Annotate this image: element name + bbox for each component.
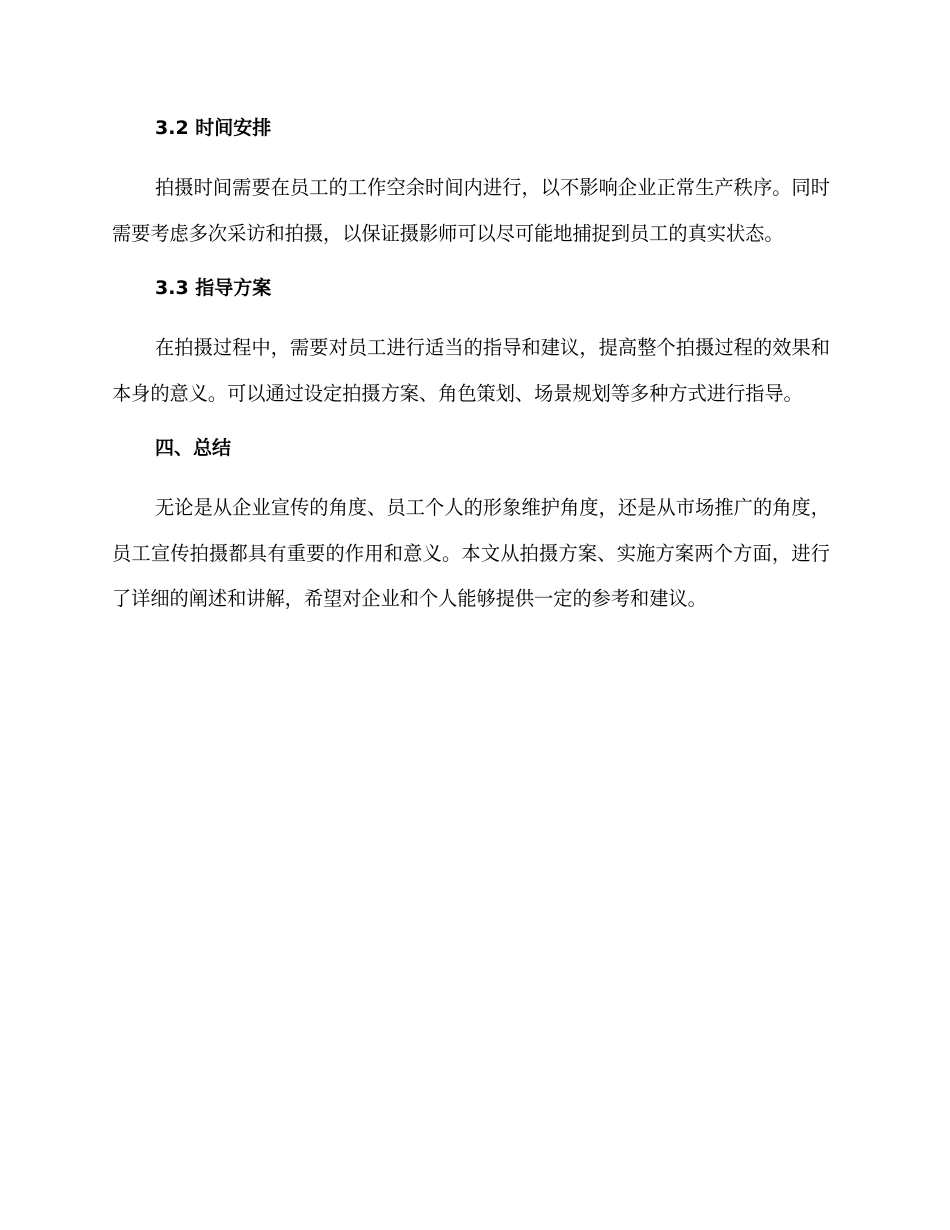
document-body [112,112,830,622]
section-heading-summary: 四、总结 [155,437,232,459]
section-heading-guidance-plan: 3.3 指导方案 [155,277,272,299]
section-paragraph-time-schedule: 拍摄时间需要在员工的工作空余时间内进行，以不影响企业正常生产秩序。同时需要考虑多次采访和拍摄，以保证摄影师可以尽可能地捕捉到员工的真实状态。 [112,176,830,245]
section-paragraph-guidance-plan: 在拍摄过程中，需要对员工进行适当的指导和建议，提高整个拍摄过程的效果和本身的意义。可以通过设定拍摄方案、角色策划、场景规划等多种方式进行指导。 [112,336,830,405]
section-paragraph-summary: 无论是从企业宣传的角度、员工个人的形象维护角度，还是从市场推广的角度，员工宣传拍摄都具有重要的作用和意义。本文从拍摄方案、实施方案两个方面，进行了详细的阐述和讲解，希望对企业和个人能够提供一定的参考和建议。 [112,496,830,610]
section-heading-time-schedule: 3.2 时间安排 [155,117,272,139]
